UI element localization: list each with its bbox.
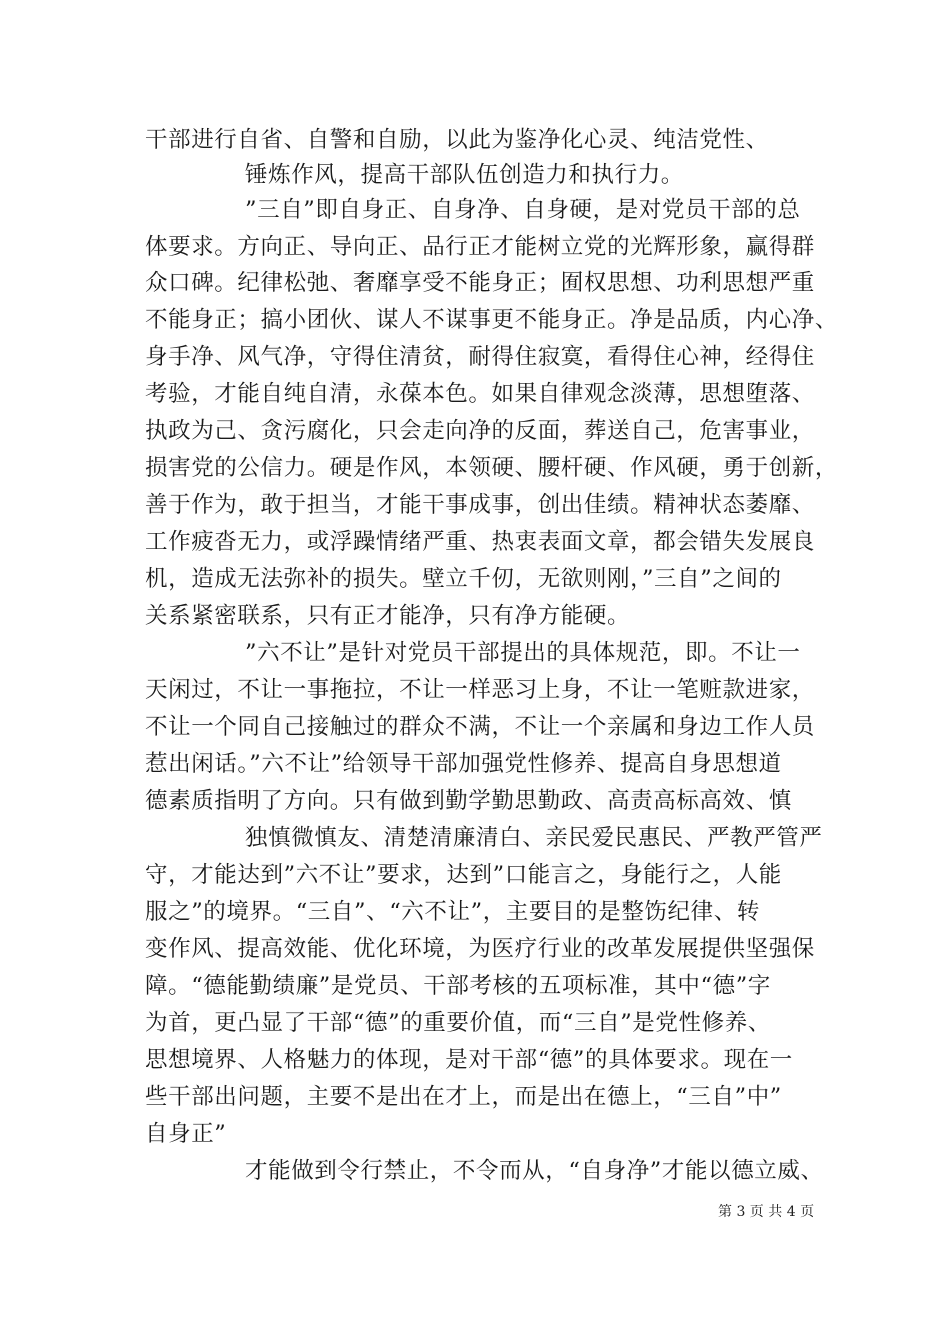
text-line: 德素质指明了方向。只有做到勤学勤思勤政、高责高标高效、慎 (145, 788, 792, 814)
text-line: 独慎微慎友、清楚清廉清白、亲民爱民惠民、严教严管严 (245, 825, 823, 851)
text-line: 关系紧密联系，只有正才能净，只有净方能硬。 (145, 603, 631, 629)
text-line: 工作疲沓无力，或浮躁情绪严重、热衷表面文章，都会错失发展良 (145, 529, 815, 555)
text-line: 不让一个同自己接触过的群众不满，不让一个亲属和身边工作人员 (145, 714, 815, 740)
text-line: 思想境界、人格魅力的体现，是对干部“德”的具体要求。现在一 (145, 1047, 793, 1073)
text-line: 惹出闲话。”六不让”给领导干部加强党性修养、提高自身思想道 (145, 751, 782, 777)
text-line: ”六不让”是针对党员干部提出的具体规范，即。不让一 (245, 640, 801, 666)
text-line: 善于作为，敢于担当，才能干事成事，创出佳绩。精神状态萎靡、 (145, 492, 815, 518)
text-line: 执政为己、贪污腐化，只会走向净的反面，葬送自己，危害事业， (145, 418, 815, 444)
text-line: 干部进行自省、自警和自励，以此为鉴净化心灵、纯洁党性、 (145, 127, 769, 153)
text-line: 众口碑。纪律松弛、奢靡享受不能身正；囿权思想、功利思想严重 (145, 270, 815, 296)
text-line: 锤炼作风，提高干部队伍创造力和执行力。 (245, 162, 684, 188)
text-line: 身手净、风气净，守得住清贫，耐得住寂寞，看得住心神，经得住 (145, 344, 815, 370)
text-line: 服之”的境界。“三自”、“六不让”，主要目的是整饬纪律、转 (145, 899, 760, 925)
text-line: ”三自”即自身正、自身净、自身硬，是对党员干部的总 (245, 197, 801, 223)
text-line: 守，才能达到”六不让”要求，达到”口能言之，身能行之，人能 (145, 862, 782, 888)
text-line: 考验，才能自纯自清，永葆本色。如果自律观念淡薄，思想堕落、 (145, 381, 815, 407)
text-line: 才能做到令行禁止，不令而从，“自身净”才能以德立威、 (245, 1158, 824, 1184)
text-line: 不能身正；搞小团伙、谋人不谋事更不能身正。净是品质，内心净、 (145, 307, 839, 333)
text-line: 天闲过，不让一事拖拉，不让一样恶习上身，不让一笔赃款进家， (145, 677, 815, 703)
text-line: 些干部出问题，主要不是出在才上，而是出在德上，“三自”中” (145, 1084, 782, 1110)
text-line: 为首，更凸显了干部“德”的重要价值，而“三自”是党性修养、 (145, 1010, 771, 1036)
text-line: 自身正” (145, 1121, 227, 1147)
text-line: 障。“德能勤绩廉”是党员、干部考核的五项标准，其中“德”字 (145, 973, 771, 999)
text-line: 变作风、提高效能、优化环境，为医疗行业的改革发展提供坚强保 (145, 936, 815, 962)
text-line: 损害党的公信力。硬是作风，本领硬、腰杆硬、作风硬，勇于创新， (145, 455, 839, 481)
text-line: 体要求。方向正、导向正、品行正才能树立党的光辉形象，赢得群 (145, 234, 815, 260)
page-number-footer: 第 3 页 共 4 页 (718, 1204, 815, 1220)
text-line: 机，造成无法弥补的损失。壁立千仞，无欲则刚，”三自”之间的 (145, 566, 782, 592)
